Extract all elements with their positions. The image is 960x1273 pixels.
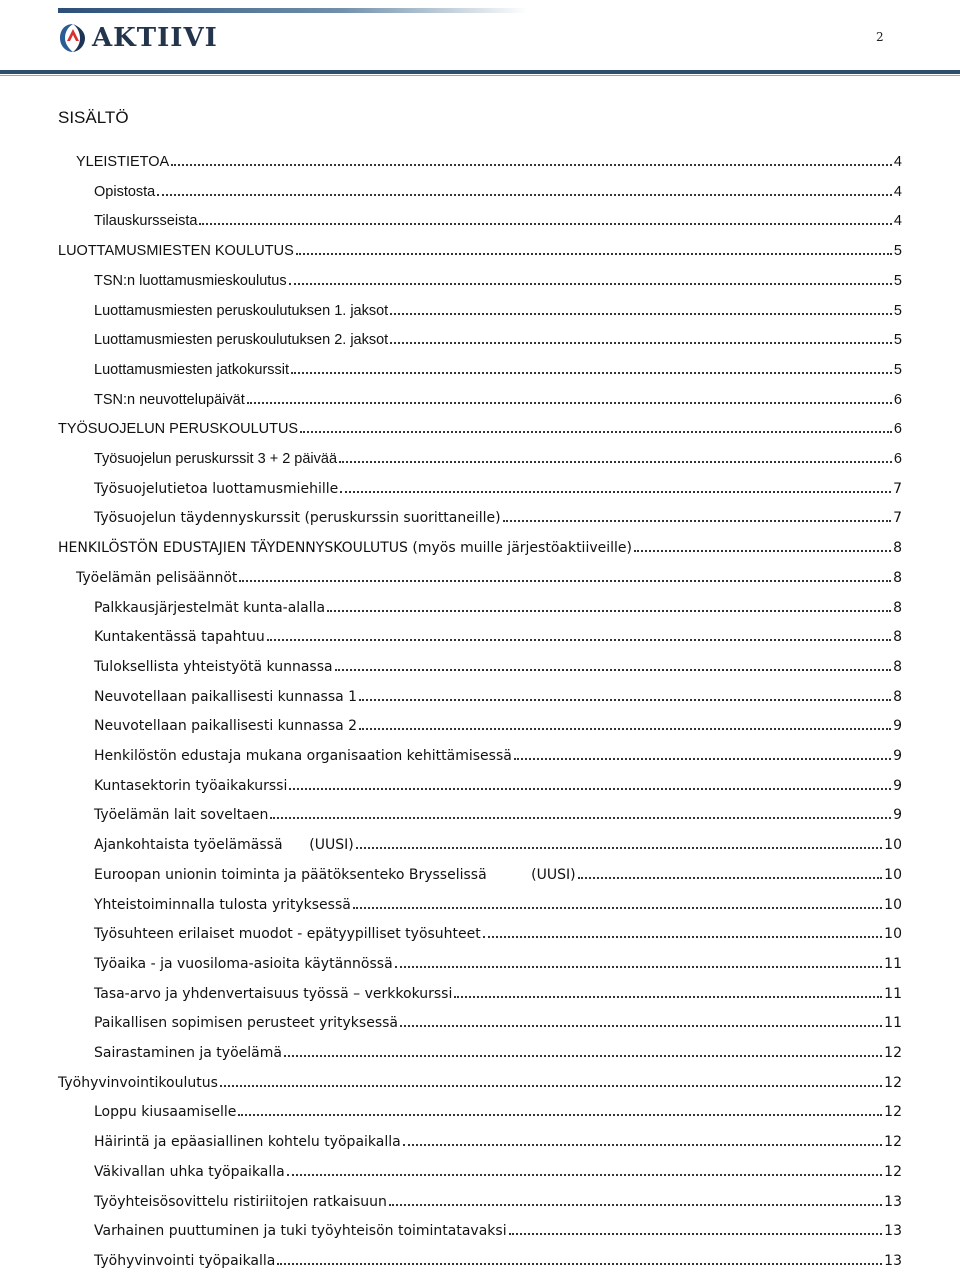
toc-entry-page: 13 [884,1223,902,1240]
toc-entry-label: Euroopan unionin toiminta ja päätöksenteko Brysselissä (UUSI) [94,866,576,883]
toc-entry[interactable] [94,1039,902,1061]
toc-entry-page: 9 [893,777,902,794]
toc-entry-page: 9 [893,748,902,764]
toc-entry-page: 7 [893,510,902,527]
toc-entry-label: Työyhteisösovittelu ristiriitojen ratkaisuun [94,1193,387,1210]
aktiivi-logo [58,18,218,58]
toc-entry-page: 12 [884,1163,902,1180]
toc-dot-leader [327,610,891,612]
toc-dot-leader [483,936,882,938]
toc-entry-page: 12 [884,1104,902,1121]
toc-dot-leader [220,1085,882,1087]
toc-entry-label: Varhainen puuttuminen ja tuki työyhteisön toimintatavaksi [94,1223,507,1240]
toc-dot-leader [247,402,892,404]
toc-entry-page: 5 [893,361,902,378]
toc-entry[interactable] [76,564,902,586]
toc-entry-page: 5 [893,272,902,289]
toc-entry-page: 11 [884,955,902,972]
toc-entry[interactable] [94,891,902,913]
toc-entry-page: 5 [893,302,902,319]
toc-entry-label: Työhyvinvointikoulutus [58,1074,218,1091]
toc-dot-leader [335,669,891,671]
toc-entry-page: 12 [884,1045,902,1061]
toc-dot-leader [289,788,891,790]
header-rule [0,70,960,74]
toc-entry[interactable] [94,445,902,467]
toc-entry[interactable] [94,1128,902,1150]
page-header [0,0,960,78]
toc-entry-page: 11 [884,1015,902,1032]
toc-dot-leader [578,877,883,879]
toc-entry[interactable] [94,653,902,675]
toc-entry-label: Neuvotellaan paikallisesti kunnassa 2 [94,718,358,735]
toc-entry-label: TSN:n neuvottelupäivät [94,391,245,408]
toc-dot-leader [340,491,891,493]
toc-entry[interactable] [94,1009,902,1031]
toc-dot-leader [390,342,892,344]
toc-entry-label: Henkilöstön edustaja mukana organisaation kehittämisessä [94,748,512,764]
toc-dot-leader [287,1174,882,1176]
toc-entry[interactable] [94,504,902,526]
toc-entry[interactable] [94,683,902,705]
toc-entry-label: Työhyvinvointi työpaikalla [94,1252,276,1269]
toc-entry[interactable] [94,831,902,853]
logo-emblem-icon [58,21,88,55]
toc-entry-page: 9 [893,807,902,824]
toc-entry[interactable] [76,148,902,170]
toc-entry-label: Väkivallan uhka työpaikalla [94,1163,285,1180]
toc-dot-leader [296,253,892,255]
toc-entry[interactable] [94,1158,902,1180]
toc-entry-label: Kuntakentässä tapahtuu [94,629,265,646]
toc-dot-leader [277,1263,882,1265]
toc-entry-label: Työsuojelun täydennyskurssit (peruskurssin suorittaneille) [94,510,501,527]
toc-dot-leader [390,313,892,315]
toc-entry[interactable] [94,861,902,883]
toc-entry-page: 5 [893,332,902,349]
toc-dot-leader [300,431,892,433]
toc-entry[interactable] [94,267,902,289]
toc-entry-label: Kuntasektorin työaikakurssi [94,777,288,794]
toc-entry-label: Luottamusmiesten jatkokurssit [94,361,290,378]
toc-entry[interactable] [94,1217,902,1239]
toc-entry-label: Tilauskursseista [94,213,198,230]
toc-entry-page: 9 [893,718,902,735]
toc-entry[interactable] [94,920,902,942]
toc-entry-page: 10 [884,926,902,943]
toc-entry-label: Palkkausjärjestelmät kunta-alalla [94,599,326,616]
toc-entry[interactable] [94,297,902,319]
toc-entry-page: 8 [893,629,902,646]
toc-dot-leader [291,372,892,374]
toc-entry-page: 4 [893,183,902,200]
toc-entry-label: HENKILÖSTÖN EDUSTAJIEN TÄYDENNYSKOULUTUS (myös muille järjestöaktiiveille) [58,540,632,557]
toc-entry[interactable] [94,326,902,348]
toc-entry[interactable] [94,356,902,378]
toc-dot-leader [400,1025,882,1027]
toc-entry[interactable] [94,712,902,734]
toc-entry-label: Paikallisen sopimisen perusteet yrityksessä [94,1015,398,1032]
toc-entry-label: Opistosta [94,183,156,200]
toc-entry-page: 11 [884,985,902,1002]
toc-entry-label: TYÖSUOJELUN PERUSKOULUTUS [58,421,299,438]
toc-entry-label: LUOTTAMUSMIESTEN KOULUTUS [58,243,294,260]
toc-entry-label: Yhteistoiminnalla tulosta yrityksessä [94,896,351,913]
toc-entry-label: Tuloksellista yhteistyötä kunnassa [94,658,333,675]
toc-entry-page: 6 [893,421,902,438]
toc-dot-leader [239,580,891,582]
toc-dot-leader [509,1233,883,1235]
page-number: 2 [876,30,884,44]
toc-entry-label: Häirintä ja epäasiallinen kohtelu työpaikalla [94,1134,401,1151]
toc-entry[interactable] [94,1098,902,1120]
toc-entry-label: Työsuojelun peruskurssit 3 + 2 päivää [94,451,338,467]
toc-entry[interactable] [58,237,902,259]
toc-dot-leader [395,966,883,968]
toc-dot-leader [199,223,892,225]
toc-entry-page: 13 [884,1193,902,1210]
toc-entry-label: Työaika - ja vuosiloma-asioita käytännössä [94,955,393,972]
toc-entry[interactable] [94,386,902,408]
toc-dot-leader [339,461,892,463]
toc-entry-label: Loppu kiusaamiselle [94,1104,237,1121]
toc-entry-page: 10 [884,866,902,883]
toc-dot-leader [289,283,892,285]
toc-dot-leader [171,164,892,166]
toc-dot-leader [157,194,892,196]
toc-entry-label: Tasa-arvo ja yhdenvertaisuus työssä – verkkokurssi [94,985,453,1002]
toc-entry-page: 7 [893,480,902,497]
header-accent-bar [58,8,528,13]
toc-entry-label: Työelämän lait soveltaen [94,807,269,824]
toc-dot-leader [270,817,891,819]
toc-entry-page: 12 [884,1134,902,1151]
toc-entry-label: Luottamusmiesten peruskoulutuksen 2. jaksot [94,332,389,349]
toc-entry-page: 5 [893,243,902,260]
toc-entry[interactable] [94,623,902,645]
toc-entry-label: Työelämän pelisäännöt [76,569,238,586]
toc-dot-leader [267,639,891,641]
toc-entry[interactable] [94,475,902,497]
toc-entry[interactable] [58,1069,902,1091]
toc-entry-page: 13 [884,1252,902,1269]
toc-entry-page: 6 [893,451,902,467]
toc-dot-leader [238,1114,882,1116]
toc-entry-page: 4 [893,154,902,170]
toc-dot-leader [403,1144,882,1146]
toc-entry-page: 8 [893,540,902,557]
toc-entry-page: 8 [893,688,902,705]
toc-dot-leader [359,699,891,701]
logo-text: AKTIIVI [92,23,218,53]
toc-entry[interactable] [94,178,902,200]
toc-dot-leader [514,758,891,760]
header-rule-thin [0,75,960,76]
toc-entry[interactable] [94,980,902,1002]
toc-entry-page: 12 [884,1074,902,1091]
toc-title: SISÄLTÖ [58,108,129,127]
toc-entry-label: YLEISTIETOA [76,154,170,170]
toc-entry-page: 8 [893,658,902,675]
toc-entry-page: 10 [884,896,902,913]
toc-entry-label: Työsuhteen erilaiset muodot - epätyypilliset työsuhteet [94,926,481,943]
toc-entry-page: 6 [893,391,902,408]
toc-dot-leader [356,847,882,849]
toc-entry[interactable] [94,1188,902,1210]
toc-entry-label: Ajankohtaista työelämässä (UUSI) [94,837,354,854]
toc-dot-leader [503,520,891,522]
toc-dot-leader [359,728,891,730]
toc-entry[interactable] [94,950,902,972]
toc-entry-page: 10 [884,837,902,854]
toc-dot-leader [353,907,882,909]
toc-entry[interactable] [58,534,902,556]
toc-entry-page: 4 [893,213,902,230]
toc-entry-label: Sairastaminen ja työelämä [94,1045,282,1061]
toc-dot-leader [284,1055,882,1057]
toc-entry[interactable] [94,801,902,823]
toc-entry-label: Luottamusmiesten peruskoulutuksen 1. jaksot [94,302,389,319]
toc-entry-label: Työsuojelutietoa luottamusmiehille [94,480,339,497]
toc-entry-label: Neuvotellaan paikallisesti kunnassa 1 [94,688,358,705]
toc-entry[interactable] [94,772,902,794]
toc-entry[interactable] [94,207,902,229]
toc-entry-page: 8 [893,569,902,586]
toc-entry-page: 8 [893,599,902,616]
toc-entry[interactable] [94,1247,902,1269]
toc-entry[interactable] [94,742,902,764]
toc-entry[interactable] [94,594,902,616]
toc-dot-leader [389,1204,882,1206]
toc-entry-label: TSN:n luottamusmieskoulutus [94,272,287,289]
toc-dot-leader [454,996,882,998]
toc-dot-leader [634,550,891,552]
toc-entry[interactable] [58,415,902,437]
